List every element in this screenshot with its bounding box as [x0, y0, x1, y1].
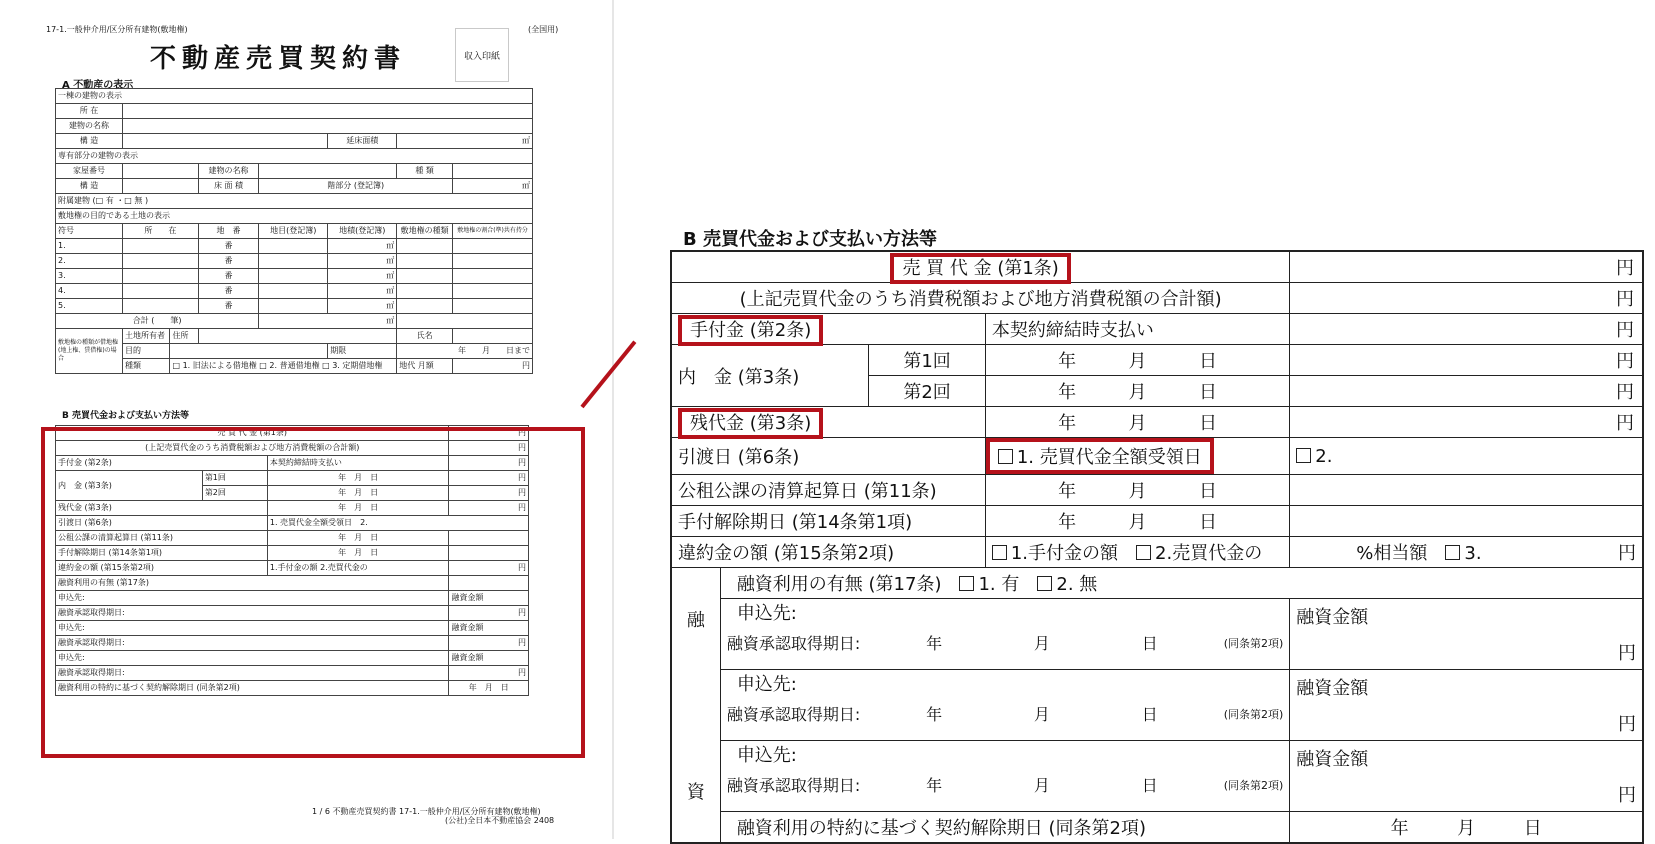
checkbox-icon[interactable] — [959, 576, 974, 591]
installment-2-yen: 円 — [1290, 376, 1643, 407]
day-unit: 日 — [1199, 351, 1218, 372]
year-unit: 年 — [1058, 481, 1077, 502]
delivery-option-1[interactable]: 1. 売買代金全額受領日 — [269, 518, 353, 527]
land-row-code: 2. — [56, 254, 123, 269]
sqm-unit: ㎡ — [453, 179, 533, 194]
footer-line-1: 1 / 6 不動産売買契約書 17-1.一般仲介用/区分所有建物(敷地権) — [312, 807, 541, 816]
loan-amount-label: 融資金額 — [449, 591, 529, 606]
month-unit: 月 — [1128, 481, 1147, 502]
land-row-code: 4. — [56, 284, 123, 299]
penalty-percent: %相当額 — [1356, 543, 1428, 564]
stamp-label: 収入印紙 — [463, 51, 500, 62]
loan-1-amount[interactable] — [1290, 599, 1643, 670]
name-label: 氏名 — [397, 329, 453, 344]
price-yen: 円 — [1290, 251, 1643, 283]
delivery-label: 引渡日 (第6条) — [671, 438, 985, 475]
document-code: 17-1.一般仲介用/区分所有建物(敷地権) — [46, 25, 188, 34]
land-row-code: 3. — [56, 269, 123, 284]
tax-yen: 円 — [1290, 283, 1643, 314]
penalty-options — [985, 537, 1289, 568]
unit-structure-label: 構 造 — [56, 179, 123, 194]
delivery-label: 引渡日 (第6条) — [56, 516, 268, 531]
day-unit: 日 — [1523, 818, 1542, 839]
land-row — [56, 299, 533, 314]
yen-unit: 円 — [449, 606, 529, 621]
lease-title: 敷地権の種類が借地権(地上権、賃借権)の場合 — [56, 329, 123, 374]
yen-unit: 円 — [1618, 785, 1636, 806]
loan-cancel-date[interactable] — [1290, 812, 1643, 844]
unit-name-label: 建物の名称 — [198, 164, 259, 179]
loan-cancel-label: 融資利用の特約に基づく契約解除期日 (同条第2項) — [56, 681, 449, 696]
sqm-unit: ㎡ — [397, 134, 533, 149]
day-unit: 日 — [1199, 382, 1218, 403]
delivery-option-2-text: 2. — [1315, 445, 1333, 467]
checkbox-icon[interactable] — [992, 545, 1007, 560]
balance-date[interactable] — [985, 407, 1289, 438]
loan-1-detail — [720, 599, 1289, 670]
approval-label: 融資承認取得期日: — [726, 776, 861, 795]
year-unit: 年 — [926, 634, 943, 653]
loan-char-1: 融 — [671, 568, 720, 670]
document-page — [0, 0, 614, 839]
loan-3-detail — [720, 741, 1289, 812]
tax-label: (上記売買代金のうち消費税額および地方消費税額の合計額) — [671, 283, 1290, 314]
rent-label: 地代 月額 — [397, 359, 453, 374]
month-unit: 月 — [1128, 351, 1147, 372]
approval-label: 融資承認取得期日: — [56, 636, 449, 651]
installment-2: 第2回 — [869, 376, 986, 407]
year-unit: 年 — [1390, 818, 1409, 839]
year-unit: 年 — [1058, 413, 1077, 434]
checkbox-icon — [1296, 448, 1311, 463]
house-number-label: 家屋番号 — [56, 164, 123, 179]
interim-label: 内 金 (第3条) — [56, 471, 203, 501]
col-land-area: 地積(登記簿) — [328, 224, 397, 239]
document-edition: (全国用) — [528, 25, 559, 34]
same-clause-note: (同条第2項) — [1223, 637, 1284, 650]
installment-1-date[interactable] — [985, 345, 1289, 376]
land-row — [56, 284, 533, 299]
yen-unit: 円 — [449, 441, 529, 456]
building-name-value[interactable] — [123, 119, 533, 134]
type-options[interactable]: □ 1. 旧法による借地権 □ 2. 普通借地権 □ 3. 定期借地権 — [170, 359, 397, 374]
day-unit: 日 — [1141, 634, 1158, 653]
applicant-label: 申込先: — [736, 745, 797, 766]
section-a-table — [55, 88, 533, 374]
applicant-label: 申込先: — [56, 621, 449, 636]
balance-label: 残代金 (第3条) — [678, 408, 823, 439]
applicant-label: 申込先: — [56, 591, 449, 606]
price-label: 売 買 代 金 (第1条) — [56, 426, 449, 441]
approval-label: 融資承認取得期日: — [56, 606, 449, 621]
penalty-pct-cell — [1290, 537, 1643, 568]
loan-2-amount[interactable] — [1290, 670, 1643, 741]
loan-char-2: 資 — [671, 741, 720, 844]
loan-use-label: 融資利用の有無 (第17条) — [736, 574, 942, 595]
yen-unit: 円 — [449, 666, 529, 681]
installment-1: 第1回 — [869, 345, 986, 376]
tax-settle-label: 公租公課の清算起算日 (第11条) — [56, 531, 268, 546]
document-title: 不動産売買契約書 — [150, 44, 407, 74]
applicant-label: 申込先: — [736, 603, 797, 624]
penalty-option-2[interactable]: 2.売買代金の — [320, 563, 368, 572]
penalty-option-3[interactable]: 3. — [1464, 543, 1482, 564]
yen-unit: 円 — [449, 426, 529, 441]
floor-part-label: 階部分 (登記簿) — [259, 179, 453, 194]
col-land-category: 地目(登記簿) — [259, 224, 328, 239]
day-unit: 日 — [1141, 776, 1158, 795]
ban-unit: 番 — [198, 299, 259, 314]
approval-label: 融資承認取得期日: — [726, 705, 861, 724]
cancel-label: 手付解除期日 (第14条第1項) — [671, 506, 985, 537]
section-b-heading: B 売買代金および支払い方法等 — [683, 229, 937, 250]
floor-area-label: 床 面 積 — [198, 179, 259, 194]
section-b-table — [670, 250, 1644, 844]
term-label: 期限 — [328, 344, 397, 359]
ban-unit: 番 — [198, 269, 259, 284]
cancel-date[interactable] — [985, 506, 1289, 537]
yen-unit: 円 — [449, 486, 529, 501]
sqm-unit: ㎡ — [328, 254, 397, 269]
month-unit: 月 — [1033, 776, 1050, 795]
penalty-label: 違約金の額 (第15条第2項) — [671, 537, 985, 568]
applicant-label: 申込先: — [56, 651, 449, 666]
cancel-label: 手付解除期日 (第14条第1項) — [56, 546, 268, 561]
yen-unit: 円 — [1618, 543, 1636, 564]
installment-2: 第2回 — [202, 486, 267, 501]
sqm-unit: ㎡ — [328, 284, 397, 299]
col-site-right-share: 敷地権の割合(準)共有持分 — [453, 224, 533, 239]
kind-label: 種 類 — [397, 164, 453, 179]
location-value[interactable] — [123, 104, 533, 119]
building-header: 一棟の建物の表示 — [56, 89, 533, 104]
land-owner-label: 土地所有者 — [123, 329, 170, 344]
sqm-unit: ㎡ — [328, 239, 397, 254]
deposit-yen: 円 — [1290, 314, 1643, 345]
checkbox-icon[interactable] — [1445, 545, 1460, 560]
deposit-label: 手付金 (第2条) — [678, 315, 823, 346]
land-row-code: 5. — [56, 299, 123, 314]
section-b-table-small: 売 買 代 金 (第1条) 円 (上記売買代金のうち消費税額および地方消費税額の合計額) 円 手付金 (第2条) 本契約締結時支払い 円 内 金 (第3条) 第1回 年 月 日 円 第2回 年 月 日 円 残代金 (第3条) 年 月 日 円 引渡日 (第6条) 1. 売買代金全額受領日 2. 公租公課の清算起算日 (第11条) 年 月 日 手付解除期日 (第14条第1項) 年 月 日 違約金の額 (第15条第2項) 1.手付金の額 2.売買代金の 円 融資利用の有無 (第17条) 申込先: 融資金額 融資承認取得期日: 円 申込先: 融資金額 融資承認取得期日: 円 申込先: 融資金額 融資承認取得期日: 円 融資利用の特約に基づく契約解除期日 (同条第2項) 年 月 日 — [55, 425, 529, 696]
purpose-label: 目的 — [123, 344, 170, 359]
loan-3-amount[interactable] — [1290, 741, 1643, 812]
loan-amount-label: 融資金額 — [1296, 749, 1369, 770]
interim-label: 内 金 (第3条) — [671, 345, 869, 407]
year-unit: 年 — [1058, 512, 1077, 533]
year-unit: 年 — [1058, 351, 1077, 372]
total-label: 合計 ( 筆) — [56, 314, 259, 329]
land-row — [56, 254, 533, 269]
land-row — [56, 269, 533, 284]
location-label: 所 在 — [56, 104, 123, 119]
loan-use-row — [720, 568, 1643, 599]
type-label: 種類 — [123, 359, 170, 374]
same-clause-note: (同条第2項) — [1223, 779, 1284, 792]
total-floor-area-label: 延床面積 — [328, 134, 397, 149]
year-unit: 年 — [926, 776, 943, 795]
ban-unit: 番 — [198, 284, 259, 299]
year-unit: 年 — [926, 705, 943, 724]
month-unit: 月 — [1457, 818, 1476, 839]
ban-unit: 番 — [198, 254, 259, 269]
loan-amount-label: 融資金額 — [449, 651, 529, 666]
yen-unit: 円 — [449, 636, 529, 651]
yen-unit: 円 — [449, 471, 529, 486]
year-unit: 年 — [1058, 382, 1077, 403]
highlight-callout-box — [41, 427, 585, 758]
penalty-option-1[interactable]: 1.手付金の額 — [269, 563, 318, 572]
col-site-right-type: 敷地権の種類 — [397, 224, 453, 239]
checkbox-icon[interactable] — [1037, 576, 1052, 591]
loan-amount-label: 融資金額 — [1296, 607, 1369, 628]
loan-2-detail — [720, 670, 1289, 741]
day-unit: 日 — [1141, 705, 1158, 724]
unit-header: 専有部分の建物の表示 — [56, 149, 533, 164]
deposit-timing: 本契約締結時支払い — [267, 456, 449, 471]
month-unit: 月 — [1128, 413, 1147, 434]
land-header: 敷地権の目的である土地の表示 — [56, 209, 533, 224]
yen-unit: 円 — [453, 359, 533, 374]
yen-unit: 円 — [1618, 643, 1636, 664]
month-unit: 月 — [1033, 634, 1050, 653]
ban-unit: 番 — [198, 239, 259, 254]
col-code: 符号 — [56, 224, 123, 239]
land-row — [56, 239, 533, 254]
land-row-code: 1. — [56, 239, 123, 254]
loan-yes[interactable]: 1. 有 — [978, 574, 1020, 595]
month-unit: 月 — [1128, 382, 1147, 403]
loan-amount-label: 融資金額 — [1296, 678, 1369, 699]
installment-1-yen: 円 — [1290, 345, 1643, 376]
price-label: 売 買 代 金 (第1条) — [890, 253, 1070, 284]
tax-settle-label: 公租公課の清算起算日 (第11条) — [671, 475, 985, 506]
month-unit: 月 — [1033, 705, 1050, 724]
yen-unit: 円 — [449, 561, 529, 576]
tax-settle-blank — [1290, 475, 1643, 506]
applicant-label: 申込先: — [736, 674, 797, 695]
loan-cancel-label: 融資利用の特約に基づく契約解除期日 (同条第2項) — [720, 812, 1289, 844]
cancel-blank — [1290, 506, 1643, 537]
penalty-label: 違約金の額 (第15条第2項) — [56, 561, 268, 576]
delivery-option-2[interactable]: 2. — [360, 518, 368, 527]
yen-unit: 円 — [1618, 714, 1636, 735]
yen-unit: 円 — [449, 456, 529, 471]
delivery-option-1-text: 1. 売買代金全額受領日 — [1016, 447, 1202, 468]
day-unit: 日 — [1199, 413, 1218, 434]
col-lot-number: 地 番 — [198, 224, 259, 239]
section-a-heading: A 不動産の表示 — [62, 80, 134, 91]
approval-label: 融資承認取得期日: — [726, 634, 861, 653]
day-unit: 日 — [1199, 512, 1218, 533]
approval-label: 融資承認取得期日: — [56, 666, 449, 681]
penalty-option-2[interactable]: 2.売買代金の — [1155, 543, 1263, 564]
balance-label: 残代金 (第3条) — [56, 501, 268, 516]
delivery-option-2[interactable] — [1290, 438, 1643, 475]
installment-2-date[interactable] — [985, 376, 1289, 407]
footer-line-2: (公社)全日本不動産協会 2408 — [445, 816, 555, 825]
penalty-option-1[interactable]: 1.手付金の額 — [1010, 543, 1119, 564]
same-clause-note: (同条第2項) — [1223, 708, 1284, 721]
balance-yen: 円 — [1290, 407, 1643, 438]
checkbox-icon[interactable] — [1136, 545, 1151, 560]
yen-unit: 円 — [449, 501, 529, 516]
month-unit: 月 — [1128, 512, 1147, 533]
delivery-option-1[interactable] — [986, 438, 1214, 474]
loan-use-label: 融資利用の有無 (第17条) — [56, 576, 449, 591]
annex-label: 附属建物 (□ 有 ・□ 無 ) — [56, 194, 533, 209]
sqm-unit: ㎡ — [259, 314, 397, 329]
structure-label: 構 造 — [56, 134, 123, 149]
deposit-timing: 本契約締結時支払い — [985, 314, 1289, 345]
sqm-unit: ㎡ — [328, 269, 397, 284]
sqm-unit: ㎡ — [328, 299, 397, 314]
col-location: 所 在 — [123, 224, 199, 239]
section-b-heading-small: B 売買代金および支払い方法等 — [62, 411, 189, 421]
until-label: 年 月 日まで — [397, 344, 533, 359]
loan-no[interactable]: 2. 無 — [1056, 574, 1098, 595]
revenue-stamp-box — [455, 28, 509, 82]
deposit-label: 手付金 (第2条) — [56, 456, 268, 471]
day-unit: 日 — [1199, 481, 1218, 502]
checkbox-icon — [998, 449, 1013, 464]
building-name-label: 建物の名称 — [56, 119, 123, 134]
loan-amount-label: 融資金額 — [449, 621, 529, 636]
tax-label: (上記売買代金のうち消費税額および地方消費税額の合計額) — [56, 441, 449, 456]
tax-settle-date[interactable] — [985, 475, 1289, 506]
address-label: 住所 — [170, 329, 198, 344]
installment-1: 第1回 — [202, 471, 267, 486]
